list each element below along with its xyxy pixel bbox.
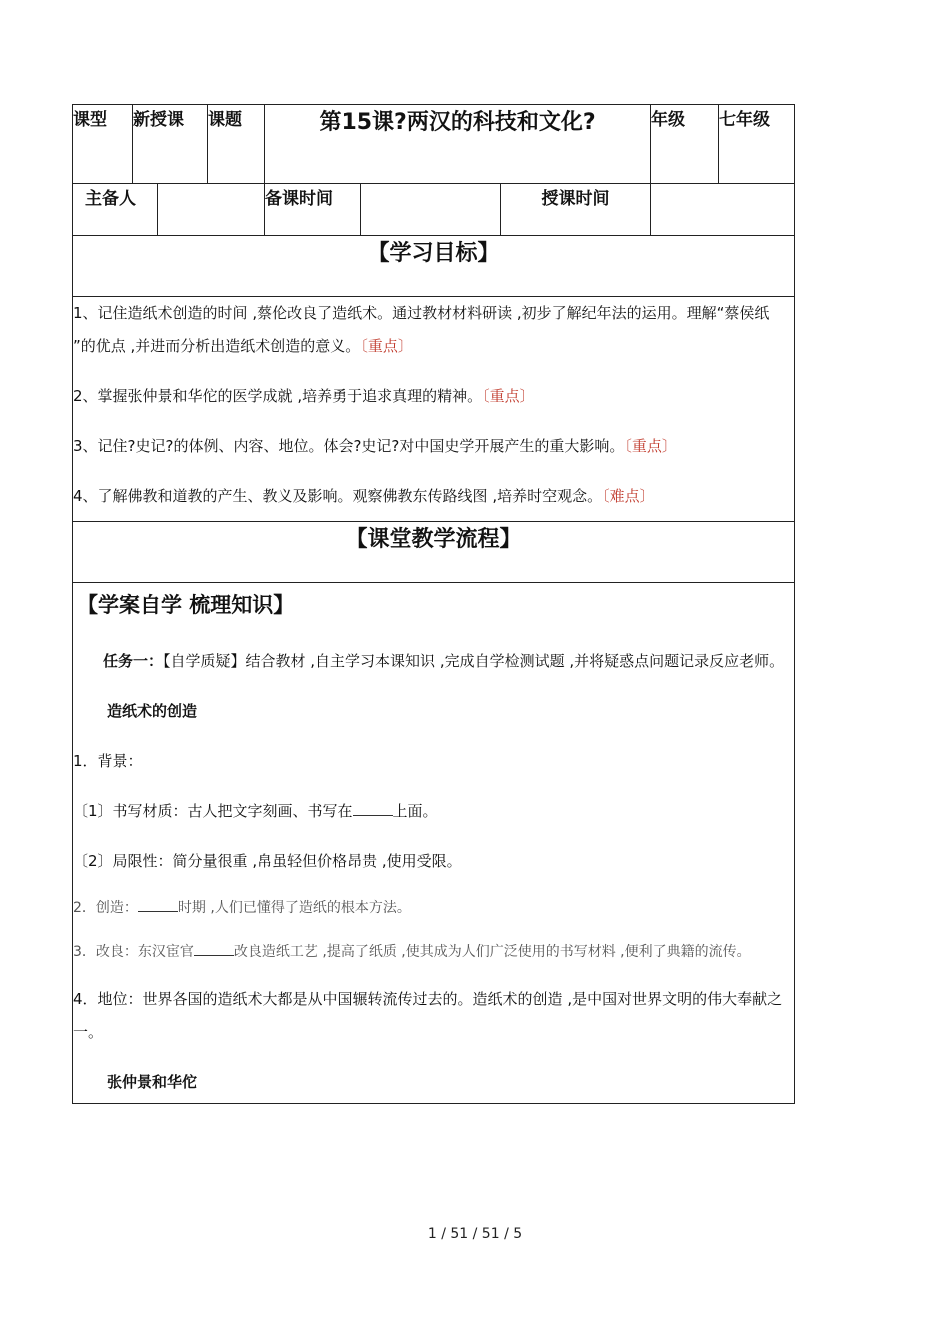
- objective-item: 2、掌握张仲景和华佗的医学成就 ,培养勇于追求真理的精神。〔重点〕: [73, 387, 535, 405]
- status-item: 4．地位：世界各国的造纸术大都是从中国辗转流传过去的。造纸术的创造 ,是中国对世界文明的伟大奉献之一。: [73, 990, 783, 1041]
- creation-item: 2．创造： 时期 ,人们已懂得了造纸的根本方法。: [73, 895, 794, 922]
- objectives-title: 【学习目标】: [73, 236, 795, 297]
- background-limitation: 〔2〕局限性：简分量很重 ,帛虽轻但价格昂贵 ,使用受限。: [73, 852, 462, 870]
- teach-time-value: [651, 184, 795, 236]
- task-paragraph: 任务一：【自学质疑】结合教材 ,自主学习本课知识 ,完成自学检测试题 ,并将疑惑点问题记录反应老师。: [103, 652, 785, 670]
- flow-title: 【课堂教学流程】: [73, 522, 795, 583]
- type-value: 新授课: [133, 105, 208, 184]
- prep-time-label: 备课时间: [265, 184, 361, 236]
- background-heading: 1．背景：: [73, 752, 143, 770]
- flow-content: [73, 583, 795, 1104]
- objectives-list: [73, 297, 795, 522]
- page-number: 1 / 51 / 51 / 5: [427, 1226, 523, 1242]
- document-page: [72, 104, 794, 1104]
- topic-label: 课题: [208, 105, 265, 184]
- background-material: 〔1〕书写材质：古人把文字刻画、书写在 上面。: [73, 802, 438, 820]
- topic-zhang-hua: 张仲景和华佗: [107, 1073, 198, 1091]
- objective-item: 3、记住?史记?的体例、内容、地位。体会?史记?对中国史学开展产生的重大影响。〔重点〕: [73, 437, 677, 455]
- improvement-item: 3．改良：东汉宦官 改良造纸工艺 ,提高了纸质 ,使其成为人们广泛使用的书写材料 ,便利了典籍的流传。: [73, 939, 794, 966]
- preparer-label: 主备人: [73, 184, 158, 236]
- lesson-plan-table: [72, 104, 795, 1104]
- objective-item: 1、记住造纸术创造的时间 ,蔡伦改良了造纸术。通过教材材料研读 ,初步了解纪年法的运用。理解“蔡侯纸 ”的优点 ,并进而分析出造纸术创造的意义。〔重点〕: [73, 304, 770, 355]
- fill-blank[interactable]: [353, 801, 393, 816]
- prep-time-value: [361, 184, 501, 236]
- topic-papermaking: 造纸术的创造: [107, 702, 198, 720]
- type-label: 课型: [73, 105, 133, 184]
- preparer-value: [158, 184, 265, 236]
- grade-label: 年级: [651, 105, 719, 184]
- objective-item: 4、了解佛教和道教的产生、教义及影响。观察佛教东传路线图 ,培养时空观念。〔难点〕: [73, 487, 655, 505]
- teach-time-label: 授课时间: [501, 184, 651, 236]
- fill-blank[interactable]: [138, 897, 178, 912]
- lesson-title: 第15课?两汉的科技和文化?: [265, 105, 651, 184]
- fill-blank[interactable]: [194, 941, 234, 956]
- grade-value: 七年级: [719, 105, 795, 184]
- self-study-heading: 【学案自学 梳理知识】: [77, 593, 295, 617]
